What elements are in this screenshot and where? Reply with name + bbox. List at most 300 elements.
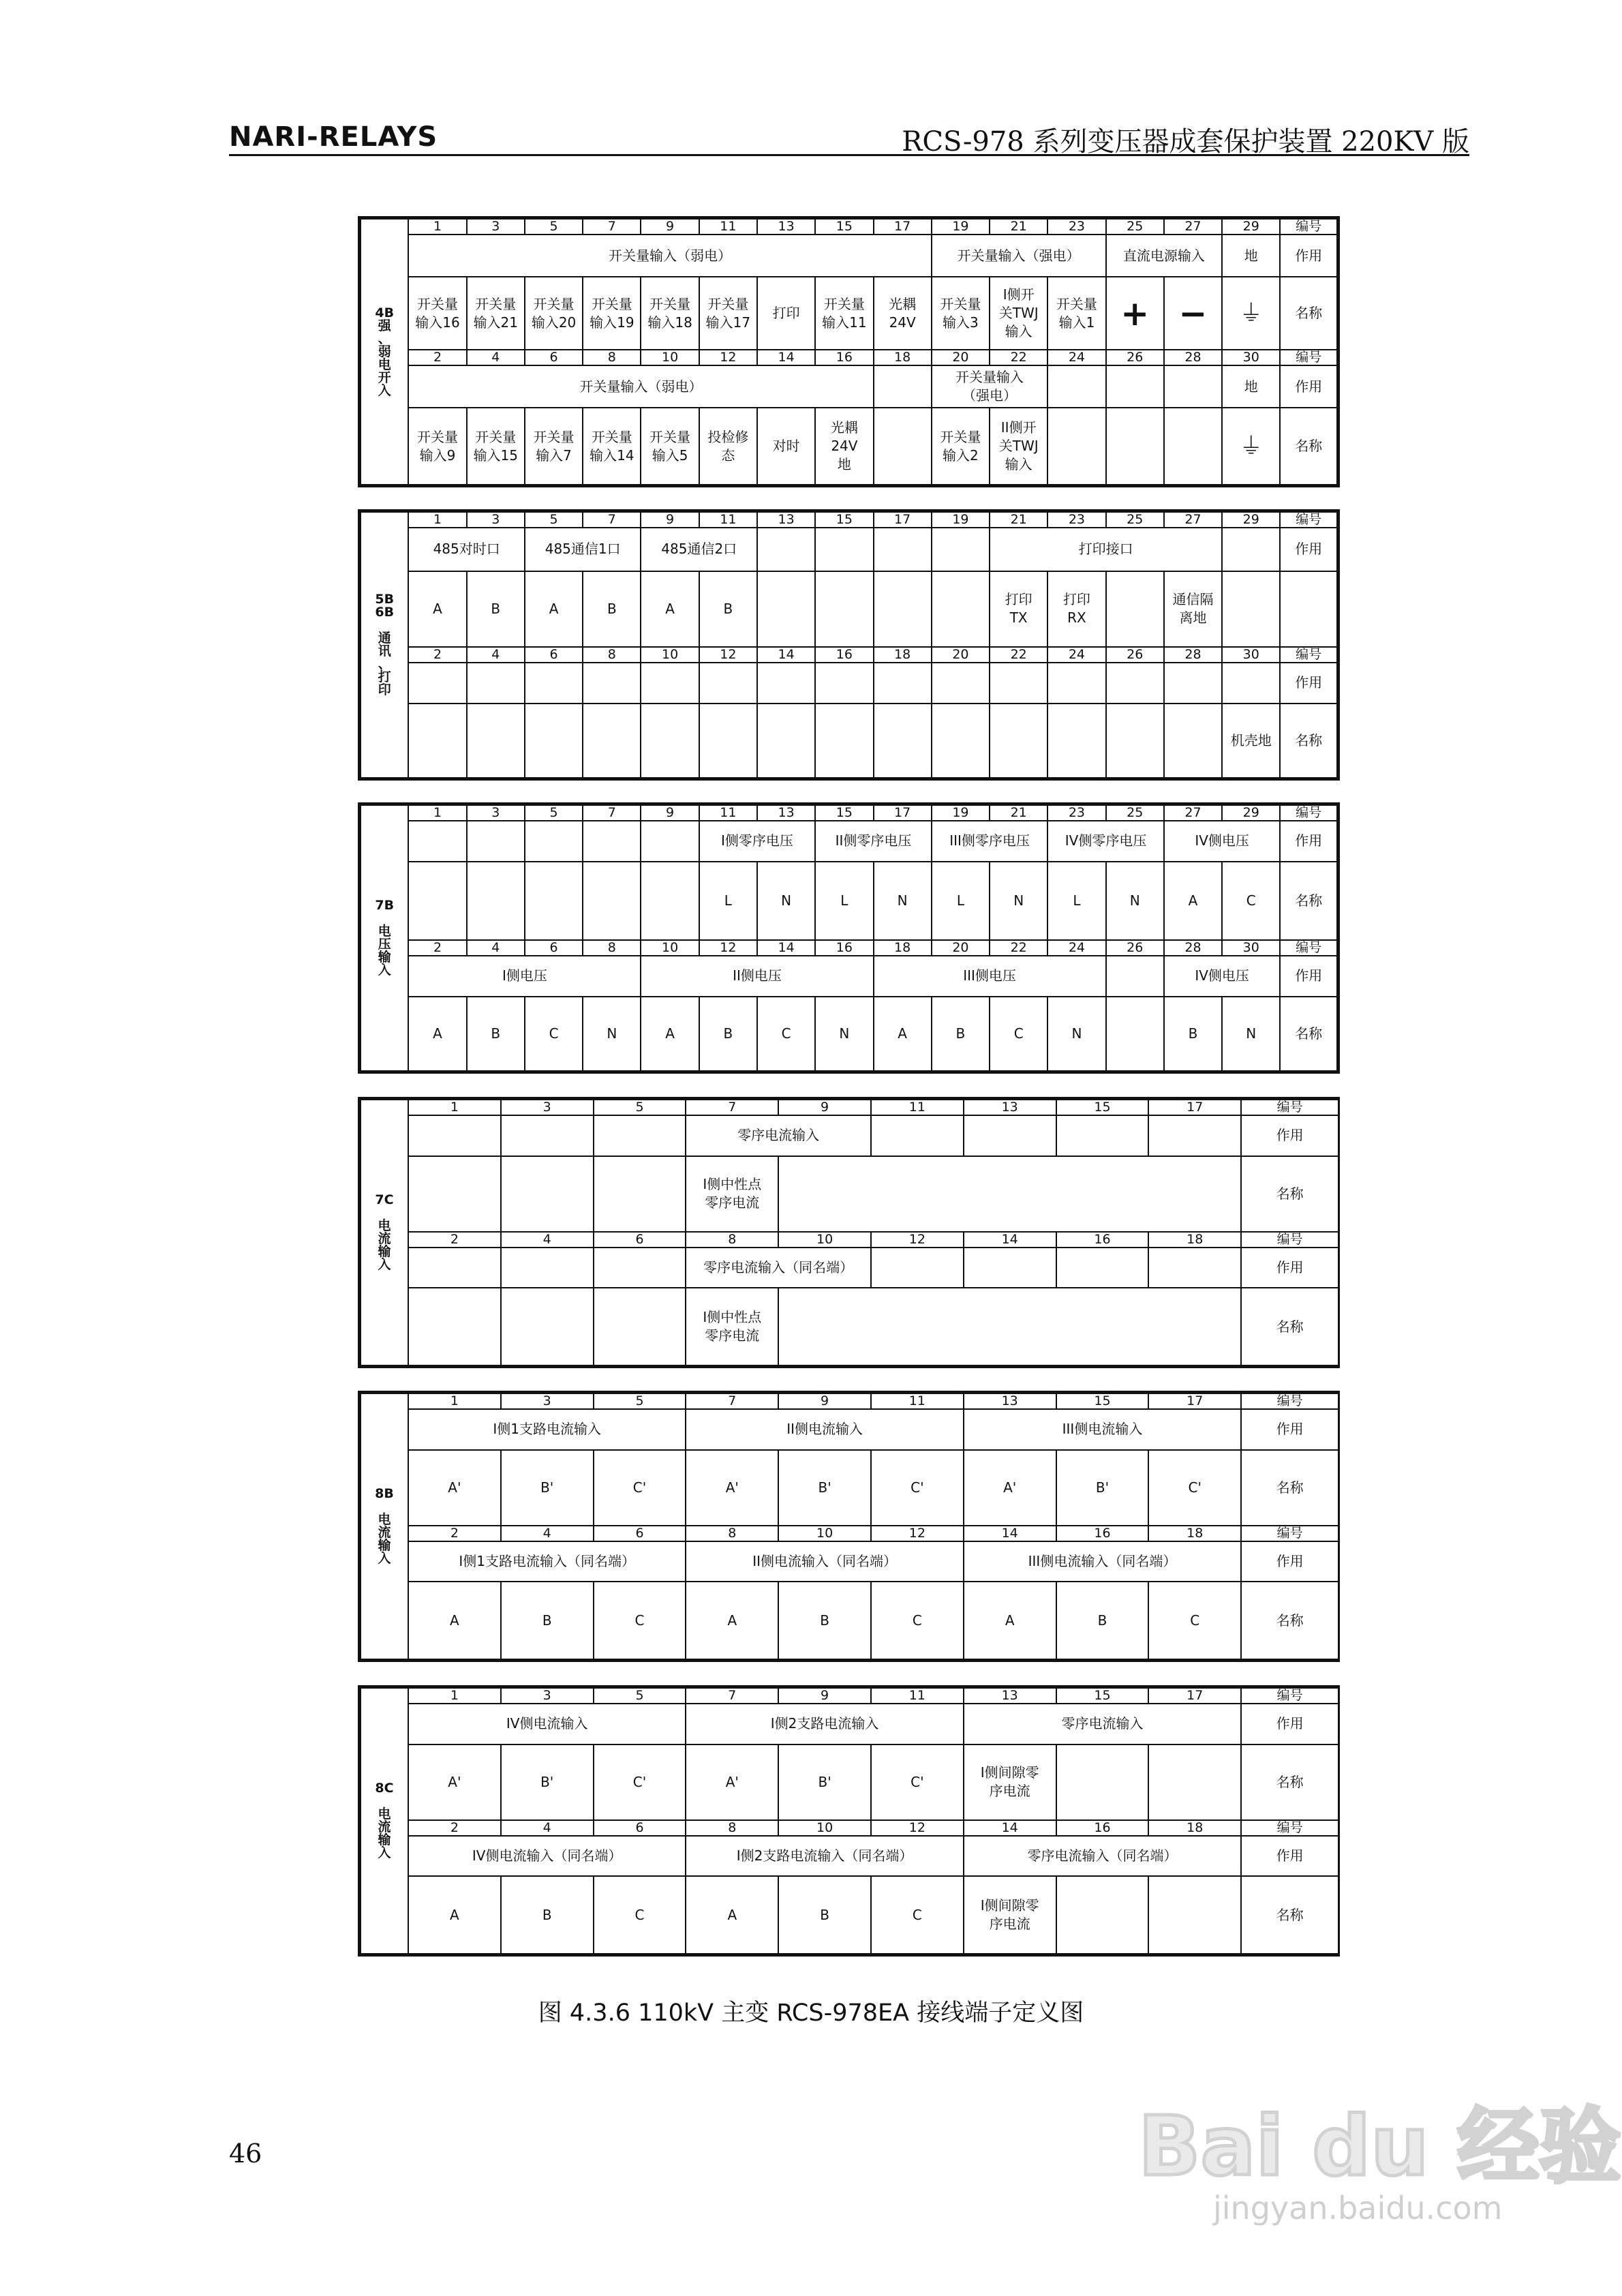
terminal-name: [583, 704, 641, 778]
terminal-number: 18: [1148, 1820, 1241, 1836]
terminal-name: [874, 571, 932, 647]
function-row: [361, 1409, 1338, 1450]
terminal-number: 14: [757, 647, 815, 663]
terminal-name: 开关量 输入14: [583, 408, 641, 485]
terminal-name: C: [1222, 862, 1280, 941]
terminal-block-8c: [358, 1685, 1340, 1957]
minus-icon: −: [1164, 277, 1222, 350]
terminal-name: C': [871, 1450, 964, 1526]
plus-icon: +: [1106, 277, 1164, 350]
name-row: [361, 1744, 1338, 1820]
terminal-number: 13: [964, 1393, 1056, 1409]
terminal-number: 13: [757, 219, 815, 235]
terminal-number: 19: [932, 512, 990, 528]
function-cell: 开关量输入（弱电）: [408, 365, 873, 408]
terminal-name: L: [699, 862, 757, 941]
terminal-name: N: [874, 862, 932, 941]
terminal-name: 开关量 输入17: [699, 277, 757, 350]
row-label-name: [1280, 571, 1337, 647]
terminal-number: 12: [871, 1232, 964, 1248]
terminal-number: 13: [964, 1688, 1056, 1704]
block-label: 8B 电 流 输 入: [361, 1393, 408, 1659]
number-row: [361, 1393, 1338, 1409]
terminal-name: B': [778, 1450, 871, 1526]
terminal-number: 26: [1106, 350, 1164, 365]
brand-logo: NARI-RELAYS: [229, 121, 438, 153]
function-cell: 零序电流输入: [964, 1704, 1241, 1744]
row-label-number: 编号: [1241, 1688, 1338, 1704]
terminal-number: 1: [408, 219, 466, 235]
number-row: [361, 940, 1337, 956]
terminal-number: 5: [525, 219, 583, 235]
terminal-number: 1: [408, 512, 466, 528]
terminal-number: 1: [408, 805, 466, 821]
block-label: 7C 电 流 输 入: [361, 1100, 408, 1365]
number-row: [361, 512, 1337, 528]
function-cell: [874, 528, 932, 571]
row-label-function: 作用: [1241, 1704, 1338, 1744]
terminal-name: [525, 704, 583, 778]
block-label: 7B 电 压 输 入: [361, 805, 408, 1071]
terminal-name: [1056, 1744, 1149, 1820]
terminal-name: C: [1148, 1582, 1241, 1659]
terminal-name: B: [501, 1876, 594, 1954]
terminal-number: 21: [990, 805, 1047, 821]
name-row: [361, 997, 1337, 1071]
terminal-name: C: [990, 997, 1047, 1071]
terminal-number: 13: [757, 805, 815, 821]
function-cell: 打印接口: [990, 528, 1222, 571]
row-label-function: 作用: [1280, 528, 1337, 571]
terminal-number: 14: [757, 350, 815, 365]
terminal-number: 3: [501, 1688, 594, 1704]
terminal-number: 4: [501, 1820, 594, 1836]
terminal-number: 22: [990, 647, 1047, 663]
name-row: [361, 1288, 1338, 1365]
function-cell: 地: [1222, 235, 1280, 277]
terminal-number: 16: [815, 940, 873, 956]
terminal-name: [699, 704, 757, 778]
function-cell: 地: [1222, 365, 1280, 408]
terminal-name: 光耦 24V: [874, 277, 932, 350]
terminal-name: [874, 408, 932, 485]
row-label-function: 作用: [1241, 1409, 1338, 1450]
row-label-name: 名称: [1280, 704, 1337, 778]
number-row: [361, 805, 1337, 821]
terminal-number: 10: [778, 1820, 871, 1836]
terminal-number: 30: [1222, 940, 1280, 956]
terminal-number: 25: [1106, 219, 1164, 235]
terminal-name: 开关量 输入19: [583, 277, 641, 350]
terminal-name: 开关量 输入3: [932, 277, 990, 350]
terminal-name: A: [686, 1876, 778, 1954]
function-cell: I侧2支路电流输入（同名端）: [686, 1836, 963, 1877]
terminal-number: 11: [871, 1688, 964, 1704]
terminal-number: 14: [964, 1232, 1056, 1248]
terminal-name: [525, 862, 583, 941]
terminal-name: 打印: [757, 277, 815, 350]
terminal-number: 8: [583, 647, 641, 663]
terminal-name: [1148, 1876, 1241, 1954]
terminal-number: 6: [594, 1820, 686, 1836]
terminal-name: N: [1106, 862, 1164, 941]
row-label-function: 作用: [1280, 235, 1337, 277]
function-cell: III侧电流输入（同名端）: [964, 1541, 1241, 1582]
terminal-name: A: [408, 1582, 501, 1659]
number-row: [361, 1526, 1338, 1541]
row-label-number: 编号: [1280, 805, 1337, 821]
terminal-name: [583, 862, 641, 941]
function-cell: 零序电流输入: [686, 1115, 871, 1156]
terminal-block-7c: [358, 1097, 1340, 1368]
terminal-name: A': [686, 1744, 778, 1820]
terminal-name: [1106, 997, 1164, 1071]
function-cell: IV侧零序电压: [1047, 821, 1164, 862]
terminal-number: 12: [871, 1820, 964, 1836]
terminal-name: [1056, 1876, 1149, 1954]
terminal-name: B: [467, 997, 525, 1071]
terminal-name: B: [467, 571, 525, 647]
terminal-number: 14: [964, 1526, 1056, 1541]
terminal-name: [408, 862, 466, 941]
row-label-function: 作用: [1280, 663, 1337, 704]
terminal-number: 24: [1047, 647, 1105, 663]
terminal-name: 通信隔 离地: [1164, 571, 1222, 647]
terminal-number: 4: [501, 1232, 594, 1248]
row-label-number: 编号: [1280, 647, 1337, 663]
terminal-name: [932, 571, 990, 647]
row-label-name: 名称: [1280, 408, 1337, 485]
terminal-number: 2: [408, 940, 466, 956]
terminal-name: [990, 704, 1047, 778]
terminal-number: 19: [932, 805, 990, 821]
page-number: 46: [229, 2139, 262, 2169]
terminal-name: L: [1047, 862, 1105, 941]
row-label-number: 编号: [1280, 219, 1337, 235]
terminal-number: 20: [932, 940, 990, 956]
terminal-name: 开关量 输入16: [408, 277, 466, 350]
function-cell: III侧电压: [874, 956, 1106, 997]
terminal-number: 9: [641, 219, 699, 235]
terminal-number: 18: [1148, 1526, 1241, 1541]
terminal-name: B': [501, 1450, 594, 1526]
terminal-name: 开关量 输入20: [525, 277, 583, 350]
terminal-number: 13: [964, 1100, 1056, 1115]
terminal-number: 10: [641, 350, 699, 365]
terminal-name: 开关量 输入11: [815, 277, 873, 350]
terminal-number: 29: [1222, 219, 1280, 235]
terminal-name: [815, 571, 873, 647]
header-rule: [229, 154, 1469, 156]
terminal-name: B': [501, 1744, 594, 1820]
terminal-number: 5: [594, 1393, 686, 1409]
function-cell: II侧电流输入: [686, 1409, 963, 1450]
terminal-name: L: [932, 862, 990, 941]
terminal-name: B: [1164, 997, 1222, 1071]
function-cell: [815, 528, 873, 571]
terminal-name: B: [699, 997, 757, 1071]
terminal-name: B: [1056, 1582, 1149, 1659]
terminal-block-8b: [358, 1391, 1340, 1662]
terminal-number: 4: [467, 647, 525, 663]
terminal-name: C: [757, 997, 815, 1071]
terminal-number: 12: [699, 940, 757, 956]
terminal-name: I侧中性点 零序电流: [686, 1288, 778, 1365]
terminal-number: 26: [1106, 647, 1164, 663]
figure-caption: 图 4.3.6 110kV 主变 RCS-978EA 接线端子定义图: [538, 1999, 1084, 2027]
terminal-name: [467, 862, 525, 941]
terminal-number: 3: [467, 512, 525, 528]
row-label-function: 作用: [1280, 956, 1337, 997]
function-row: [361, 1248, 1338, 1288]
terminal-number: 26: [1106, 940, 1164, 956]
terminal-number: 10: [778, 1526, 871, 1541]
function-row: [361, 365, 1337, 408]
row-label-number: 编号: [1241, 1526, 1338, 1541]
function-cell: 485通信1口: [525, 528, 641, 571]
terminal-number: 29: [1222, 805, 1280, 821]
terminal-name: I侧间隙零 序电流: [964, 1744, 1056, 1820]
document-title: RCS-978 系列变压器成套保护装置 220KV 版: [902, 126, 1469, 157]
terminal-name: [1222, 571, 1280, 647]
terminal-number: 9: [778, 1393, 871, 1409]
terminal-name: B': [1056, 1450, 1149, 1526]
terminal-name: 开关量 输入21: [467, 277, 525, 350]
terminal-name: 开关量 输入18: [641, 277, 699, 350]
terminal-name: I侧间隙零 序电流: [964, 1876, 1056, 1954]
terminal-number: 7: [583, 512, 641, 528]
terminal-name: B: [583, 571, 641, 647]
terminal-number: 9: [778, 1688, 871, 1704]
row-label-name: 名称: [1280, 277, 1337, 350]
number-row: [361, 1100, 1338, 1115]
terminal-name: 开关量 输入9: [408, 408, 466, 485]
function-cell: 开关量输入（弱电）: [408, 235, 931, 277]
terminal-number: 24: [1047, 350, 1105, 365]
number-row: [361, 219, 1337, 235]
terminal-table-7c: [360, 1099, 1339, 1366]
terminal-number: 16: [1056, 1526, 1149, 1541]
terminal-number: 8: [583, 350, 641, 365]
terminal-number: 1: [408, 1688, 501, 1704]
terminal-name: L: [815, 862, 873, 941]
row-label-function: 作用: [1241, 1541, 1338, 1582]
terminal-name: [1047, 408, 1105, 485]
function-row: [361, 235, 1337, 277]
row-label-name: 名称: [1241, 1744, 1338, 1820]
terminal-name: 光耦 24V 地: [815, 408, 873, 485]
terminal-number: 2: [408, 647, 466, 663]
function-cell: IV侧电压: [1164, 956, 1281, 997]
terminal-block-4b: [358, 216, 1340, 487]
terminal-number: 3: [467, 805, 525, 821]
name-row: [361, 571, 1337, 647]
row-label-name: 名称: [1241, 1450, 1338, 1526]
terminal-number: 4: [467, 940, 525, 956]
block-label: 8C 电 流 输 入: [361, 1688, 408, 1954]
baidu-watermark-logo: [1131, 2072, 1621, 2229]
function-cell: IV侧电流输入（同名端）: [408, 1836, 686, 1877]
function-cell: [932, 528, 990, 571]
terminal-number: 9: [778, 1100, 871, 1115]
terminal-table-8c: [360, 1687, 1339, 1954]
terminal-name: A: [408, 571, 466, 647]
function-cell: [1164, 365, 1222, 408]
function-cell: II侧电压: [641, 956, 873, 997]
terminal-number: 30: [1222, 647, 1280, 663]
terminal-number: 20: [932, 647, 990, 663]
terminal-name: 对时: [757, 408, 815, 485]
terminal-name: [815, 704, 873, 778]
terminal-name: [757, 704, 815, 778]
terminal-number: 18: [1148, 1232, 1241, 1248]
terminal-name: C: [594, 1582, 686, 1659]
terminal-number: 11: [699, 805, 757, 821]
watermark-text: Bai du 经验: [1138, 2100, 1621, 2194]
terminal-name: [1106, 408, 1164, 485]
terminal-table-7b: [360, 804, 1338, 1072]
terminal-name: A: [408, 1876, 501, 1954]
function-cell: 485对时口: [408, 528, 525, 571]
terminal-number: 8: [686, 1820, 778, 1836]
terminal-number: 15: [1056, 1393, 1149, 1409]
terminal-name: C': [1148, 1450, 1241, 1526]
terminal-number: 25: [1106, 805, 1164, 821]
terminal-name: B: [932, 997, 990, 1071]
terminal-number: 8: [686, 1526, 778, 1541]
function-row: [361, 1836, 1338, 1877]
row-label-number: 编号: [1280, 940, 1337, 956]
terminal-name: [641, 704, 699, 778]
terminal-name: N: [990, 862, 1047, 941]
terminal-number: 4: [501, 1526, 594, 1541]
terminal-number: 17: [874, 805, 932, 821]
function-cell: I侧1支路电流输入: [408, 1409, 686, 1450]
terminal-name: [1164, 408, 1222, 485]
terminal-number: 16: [815, 350, 873, 365]
terminal-name: [874, 704, 932, 778]
terminal-name: 开关量 输入1: [1047, 277, 1105, 350]
terminal-number: 2: [408, 1232, 501, 1248]
terminal-number: 2: [408, 1526, 501, 1541]
terminal-number: 14: [757, 940, 815, 956]
function-cell: 485通信2口: [641, 528, 757, 571]
terminal-number: 16: [815, 647, 873, 663]
function-row: [361, 528, 1337, 571]
terminal-number: 15: [1056, 1100, 1149, 1115]
terminal-number: 18: [874, 940, 932, 956]
function-row: [361, 663, 1337, 704]
terminal-name: [467, 704, 525, 778]
terminal-number: 28: [1164, 940, 1222, 956]
terminal-number: 23: [1047, 512, 1105, 528]
row-label-function: 作用: [1280, 365, 1337, 408]
terminal-name: B: [501, 1582, 594, 1659]
terminal-name: [408, 704, 466, 778]
terminal-number: 8: [686, 1232, 778, 1248]
terminal-name: B': [778, 1744, 871, 1820]
terminal-number: 16: [1056, 1820, 1149, 1836]
terminal-name: 开关量 输入15: [467, 408, 525, 485]
terminal-number: 7: [583, 219, 641, 235]
terminal-number: 21: [990, 219, 1047, 235]
name-row: [361, 1156, 1338, 1232]
function-row: [361, 1704, 1338, 1744]
terminal-name: [1106, 704, 1164, 778]
row-label-number: 编号: [1241, 1393, 1338, 1409]
terminal-number: 30: [1222, 350, 1280, 365]
terminal-name: N: [757, 862, 815, 941]
number-row: [361, 1232, 1338, 1248]
watermark-url: jingyan.baidu.com: [1213, 2190, 1503, 2226]
terminal-number: 15: [815, 512, 873, 528]
name-row: [361, 1876, 1338, 1954]
terminal-name: C': [871, 1744, 964, 1820]
terminal-number: 23: [1047, 805, 1105, 821]
function-row: [361, 1115, 1338, 1156]
terminal-number: 12: [699, 350, 757, 365]
terminal-number: 7: [583, 805, 641, 821]
terminal-number: 12: [871, 1526, 964, 1541]
terminal-number: 3: [467, 219, 525, 235]
terminal-number: 15: [815, 219, 873, 235]
terminal-name: II侧开 关TWJ 输入: [990, 408, 1047, 485]
function-cell: 开关量输入 （强电）: [932, 365, 1048, 408]
row-label-function: 作用: [1280, 821, 1337, 862]
terminal-number: 12: [699, 647, 757, 663]
terminal-number: 27: [1164, 512, 1222, 528]
terminal-number: 11: [871, 1100, 964, 1115]
block-label: 5B 6B 通 讯 、 打 印: [361, 512, 408, 778]
terminal-number: 18: [874, 647, 932, 663]
terminal-number: 2: [408, 1820, 501, 1836]
function-cell: III侧零序电压: [932, 821, 1048, 862]
terminal-number: 15: [1056, 1688, 1149, 1704]
terminal-number: 28: [1164, 647, 1222, 663]
terminal-name: 开关量 输入2: [932, 408, 990, 485]
terminal-number: 4: [467, 350, 525, 365]
terminal-number: 22: [990, 940, 1047, 956]
function-cell: I侧1支路电流输入（同名端）: [408, 1541, 686, 1582]
terminal-name: A: [525, 571, 583, 647]
terminal-name: [1164, 704, 1222, 778]
row-label-number: 编号: [1280, 512, 1337, 528]
terminal-name: A: [1164, 862, 1222, 941]
row-label-function: 作用: [1241, 1836, 1338, 1877]
terminal-number: 17: [1148, 1688, 1241, 1704]
terminal-name: [932, 704, 990, 778]
terminal-number: 23: [1047, 219, 1105, 235]
terminal-name: A': [686, 1450, 778, 1526]
terminal-name: 打印 TX: [990, 571, 1047, 647]
terminal-name: C: [594, 1876, 686, 1954]
terminal-number: 1: [408, 1100, 501, 1115]
function-cell: 开关量输入（强电）: [932, 235, 1106, 277]
terminal-number: 20: [932, 350, 990, 365]
terminal-name: A': [408, 1450, 501, 1526]
terminal-name: C: [871, 1582, 964, 1659]
terminal-number: 27: [1164, 805, 1222, 821]
name-row: [361, 862, 1337, 941]
terminal-number: 3: [501, 1393, 594, 1409]
terminal-name: [1106, 571, 1164, 647]
terminal-number: 22: [990, 350, 1047, 365]
number-row: [361, 1820, 1338, 1836]
name-row: [361, 408, 1337, 485]
function-cell: [874, 365, 932, 408]
number-row: [361, 647, 1337, 663]
function-cell: IV侧电流输入: [408, 1704, 686, 1744]
